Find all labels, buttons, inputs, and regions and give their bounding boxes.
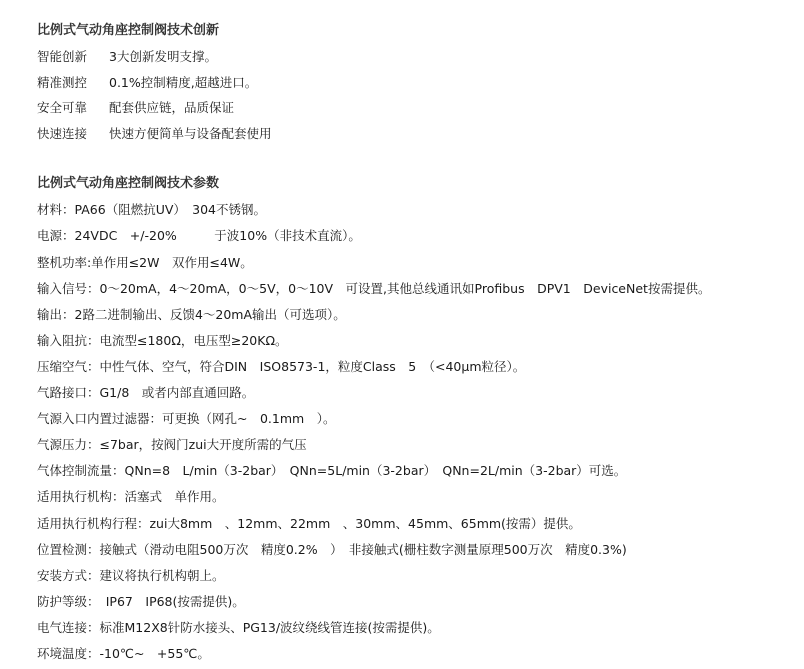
feature-text: 3大创新发明支撑。 [109,49,217,64]
param-ambient-temperature: 环境温度：-10℃~ +55℃。 [37,645,210,661]
feature-label: 智能创新 [37,49,88,64]
param-protection-class: 防护等级： IP67 IP68(按需提供)。 [37,593,245,609]
feature-label: 快速连接 [37,125,88,141]
feature-row [37,95,796,121]
document-body [37,18,796,667]
param-power-supply: 电源：24VDC +/-20% 于波10%（非技术直流）。 [37,228,361,244]
section-title-parameters: 比例式气动角座控制阀技术参数 [37,176,220,192]
feature-list [37,44,796,146]
feature-label: 安全可靠 [37,100,88,116]
param-actuator-stroke: 适用执行机构行程：zui大8mm 、12mm、22mm 、30mm、45mm、65mm(按需）提供。 [37,515,581,531]
param-installation: 安装方式：建议将执行机构朝上。 [37,567,225,583]
param-input-impedance: 输入阻抗：电流型≤180Ω，电压型≥20KΩ。 [37,332,288,348]
parameter-list [37,197,796,667]
param-position-detection: 位置检测：接触式（滑动电阻500万次 精度0.2% ） 非接触式(栅柱数字测量原理500万次 精度0.3%) [37,541,627,557]
param-power-consumption: 整机功率:单作用≤2W 双作用≤4W。 [37,254,253,270]
feature-row [37,44,796,70]
param-material: 材料：PA66（阻燃抗UV） 304不锈钢。 [37,202,267,218]
param-input-signal: 输入信号：0～20mA，4～20mA，0～5V，0～10V 可设置,其他总线通讯如Profibus DPV1 DeviceNet按需提供。 [37,280,711,296]
param-compressed-air: 压缩空气：中性气体、空气，符合DIN ISO8573-1，粒度Class 5 （<40μm粒径）。 [37,358,526,374]
param-inlet-filter: 气源入口内置过滤器：可更换（网孔~ 0.1mm ）。 [37,411,336,427]
param-air-pressure: 气源压力：≤7bar，按阀门zui大开度所需的气压 [37,437,307,453]
section-spacer [37,146,796,171]
param-actuator-type: 适用执行机构：活塞式 单作用。 [37,489,225,505]
param-electrical-connection: 电气连接：标准M12X8针防水接头、PG13/波纹绕线管连接(按需提供)。 [37,619,440,635]
param-flow-rate: 气体控制流量：QNn=8 L/min（3-2bar） QNn=5L/min（3-2bar） QNn=2L/min（3-2bar）可选。 [37,463,627,479]
feature-row [37,121,796,147]
feature-text: 配套供应链，品质保证 [109,100,235,116]
feature-text: 快速方便简单与设备配套使用 [109,125,272,141]
feature-label: 精准测控 [37,74,88,90]
param-air-port: 气路接口：G1/8 或者内部直通回路。 [37,385,255,401]
feature-text: 0.1%控制精度,超越进口。 [109,74,258,90]
param-output: 输出：2路二进制输出、反馈4～20mA输出（可选项）。 [37,306,346,322]
section-title-innovation: 比例式气动角座控制阀技术创新 [37,23,220,38]
feature-row [37,70,796,96]
